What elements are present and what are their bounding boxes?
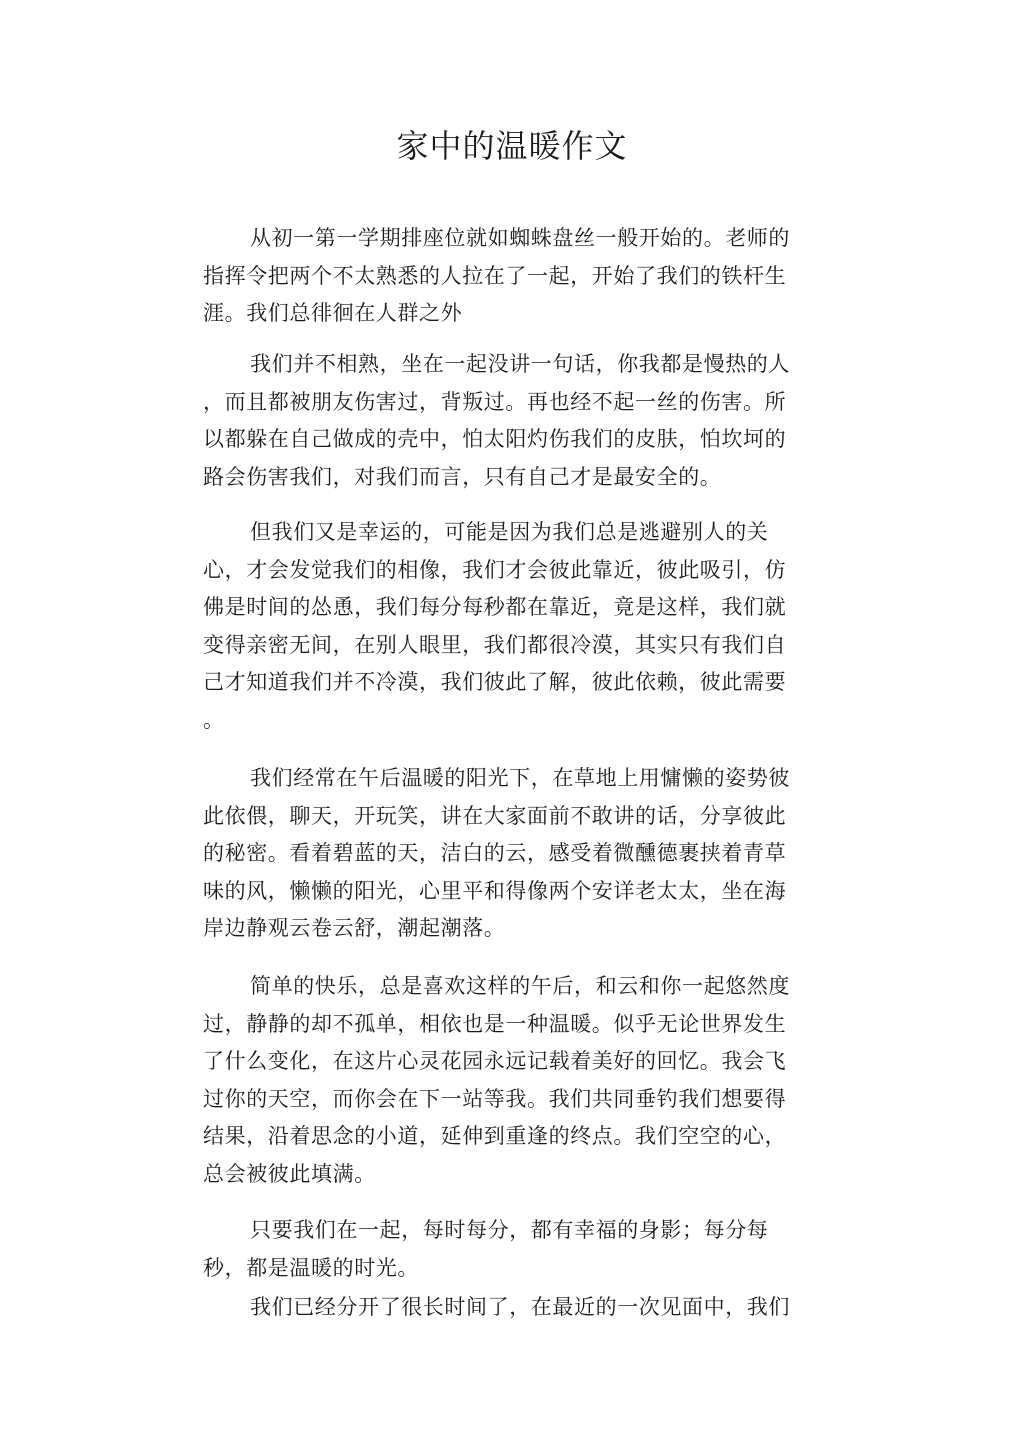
- paragraph-line: 但我们又是幸运的，可能是因为我们总是逃避别人的关: [250, 520, 769, 544]
- paragraph-6: [203, 1212, 815, 1287]
- paragraph-line: 变得亲密无间，在别人眼里，我们都很冷漠，其实只有我们自: [203, 632, 787, 657]
- paragraph-line: 路会伤害我们，对我们而言，只有自己才是最安全的。: [203, 464, 722, 489]
- paragraph-line: 佛是时间的怂恿，我们每分每秒都在靠近，竟是这样，我们就: [203, 595, 787, 619]
- paragraph-line: 此依偎，聊天，开玩笑，讲在大家面前不敢讲的话，分享彼此: [203, 803, 787, 828]
- paragraph-3: [203, 514, 815, 739]
- paragraph-line: 过，静静的却不孤单，相依也是一种温暖。似乎无论世界发生: [203, 1011, 787, 1036]
- paragraph-4: [203, 760, 815, 948]
- paragraph-line: 简单的快乐，总是喜欢这样的午后，和云和你一起悠然度: [250, 974, 790, 998]
- paragraph-line: ，而且都被朋友伤害过，背叛过。再也经不起一丝的伤害。所: [203, 389, 787, 414]
- document-title: 家中的温暖作文: [396, 127, 628, 165]
- paragraph-line: 涯。我们总徘徊在人群之外: [203, 301, 463, 325]
- paragraph-line: 结果，沿着思念的小道，延伸到重逢的终点。我们空空的心，: [203, 1124, 787, 1148]
- paragraph-line: 指挥令把两个不太熟悉的人拉在了一起，开始了我们的铁杆生: [203, 263, 787, 288]
- paragraph-line: 我们并不相熟，坐在一起没讲一句话，你我都是慢热的人: [250, 352, 790, 376]
- paragraph-line: 了什么变化，在这片心灵花园永远记载着美好的回忆。我会飞: [203, 1049, 787, 1073]
- paragraph-line: 心，才会发觉我们的相像，我们才会彼此靠近，彼此吸引，仿: [203, 557, 787, 582]
- paragraph-1: [203, 220, 815, 333]
- paragraph-line: 岸边静观云卷云舒，潮起潮落。: [203, 916, 506, 940]
- paragraph-line: 味的风，懒懒的阳光，心里平和得像两个安详老太太，坐在海: [203, 878, 787, 903]
- paragraph-line: 己才知道我们并不冷漠，我们彼此了解，彼此依赖，彼此需要: [203, 670, 787, 694]
- paragraph-5: [203, 968, 815, 1193]
- paragraph-line: 。: [203, 707, 225, 732]
- paragraph-2: [203, 346, 815, 496]
- paragraph-line: 从初一第一学期排座位就如蜘蛛盘丝一般开始的。老师的: [250, 226, 790, 250]
- paragraph-7: [203, 1289, 815, 1327]
- paragraph-line: 秒，都是温暖的时光。: [203, 1255, 419, 1280]
- paragraph-line: 以都躲在自己做成的壳中，怕太阳灼伤我们的皮肤，怕坎坷的: [203, 427, 787, 451]
- paragraph-line: 的秘密。看着碧蓝的天，洁白的云，感受着微醺德裹挟着青草: [203, 841, 787, 865]
- paragraph-line: 我们已经分开了很长时间了，在最近的一次见面中，我们: [250, 1295, 790, 1319]
- paragraph-line: 过你的天空，而你会在下一站等我。我们共同垂钓我们想要得: [203, 1086, 787, 1111]
- paragraph-line: 总会被彼此填满。: [203, 1161, 376, 1186]
- paragraph-line: 我们经常在午后温暖的阳光下，在草地上用慵懒的姿势彼: [250, 766, 790, 790]
- paragraph-line: 只要我们在一起，每时每分，都有幸福的身影；每分每: [250, 1218, 769, 1242]
